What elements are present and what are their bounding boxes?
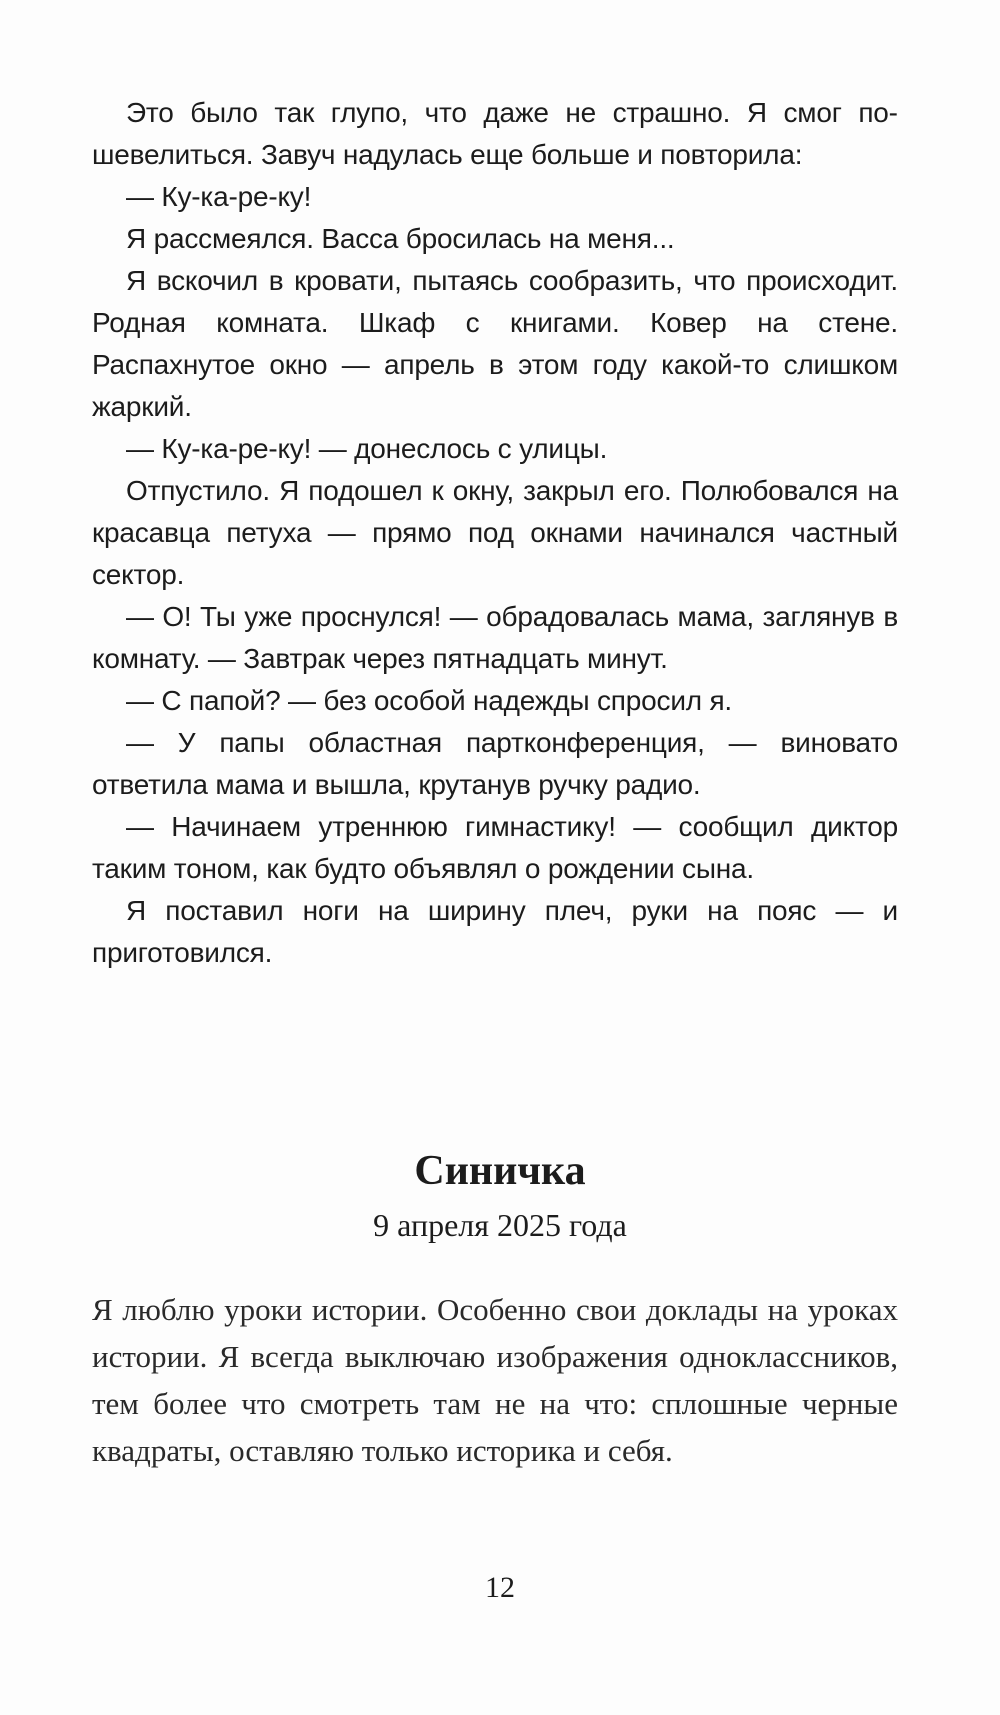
story-text-bottom <box>92 1286 898 1474</box>
paragraph: — У папы областная партконференция, — виновато ответила мама и вышла, крутанув ручку радио. <box>92 727 898 800</box>
chapter-date: 9 апреля 2025 года <box>373 1207 627 1243</box>
paragraph: — С папой? — без особой надежды спросил я. <box>126 685 733 716</box>
page-number: 12 <box>485 1571 515 1604</box>
story-text-top <box>92 92 898 974</box>
paragraph: Отпустило. Я подошел к окну, закрыл его. Полюбовался на красавца петуха — прямо под окнами начинался частный сектор. <box>92 475 898 590</box>
chapter-title: Синичка <box>414 1148 586 1194</box>
paragraph: Это было так глупо, что даже не страшно. Я смог пошевелиться. Завуч надулась еще больше и повторила: <box>92 97 898 170</box>
paragraph: — Ку-ка-ре-ку! <box>126 181 312 212</box>
paragraph: Я люблю уроки истории. Особенно свои доклады на уроках истории. Я всегда выключаю изображения одноклассников, тем более что смотреть там не на что: сплошные черные квадраты, оставляю только историка и себя. <box>92 1292 898 1468</box>
paragraph: — Начинаем утреннюю гимнастику! — сообщил диктор таким тоном, как будто объявлял о рождении сына. <box>92 811 898 884</box>
paragraph: — О! Ты уже проснулся! — обрадовалась мама, заглянув в комнату. — Завтрак через пятнадцать минут. <box>92 601 898 674</box>
paragraph: Я вскочил в кровати, пытаясь сообразить, что происходит. Родная комната. Шкаф с книгами. Ковер на стене. Распахнутое окно — апрель в этом году какой-то слишком жаркий. <box>92 265 898 422</box>
paragraph: — Ку-ка-ре-ку! — донеслось с улицы. <box>126 433 608 464</box>
paragraph: Я рассмеялся. Васса бросилась на меня... <box>126 223 675 254</box>
paragraph: Я поставил ноги на ширину плеч, руки на пояс — и приготовился. <box>92 895 898 968</box>
